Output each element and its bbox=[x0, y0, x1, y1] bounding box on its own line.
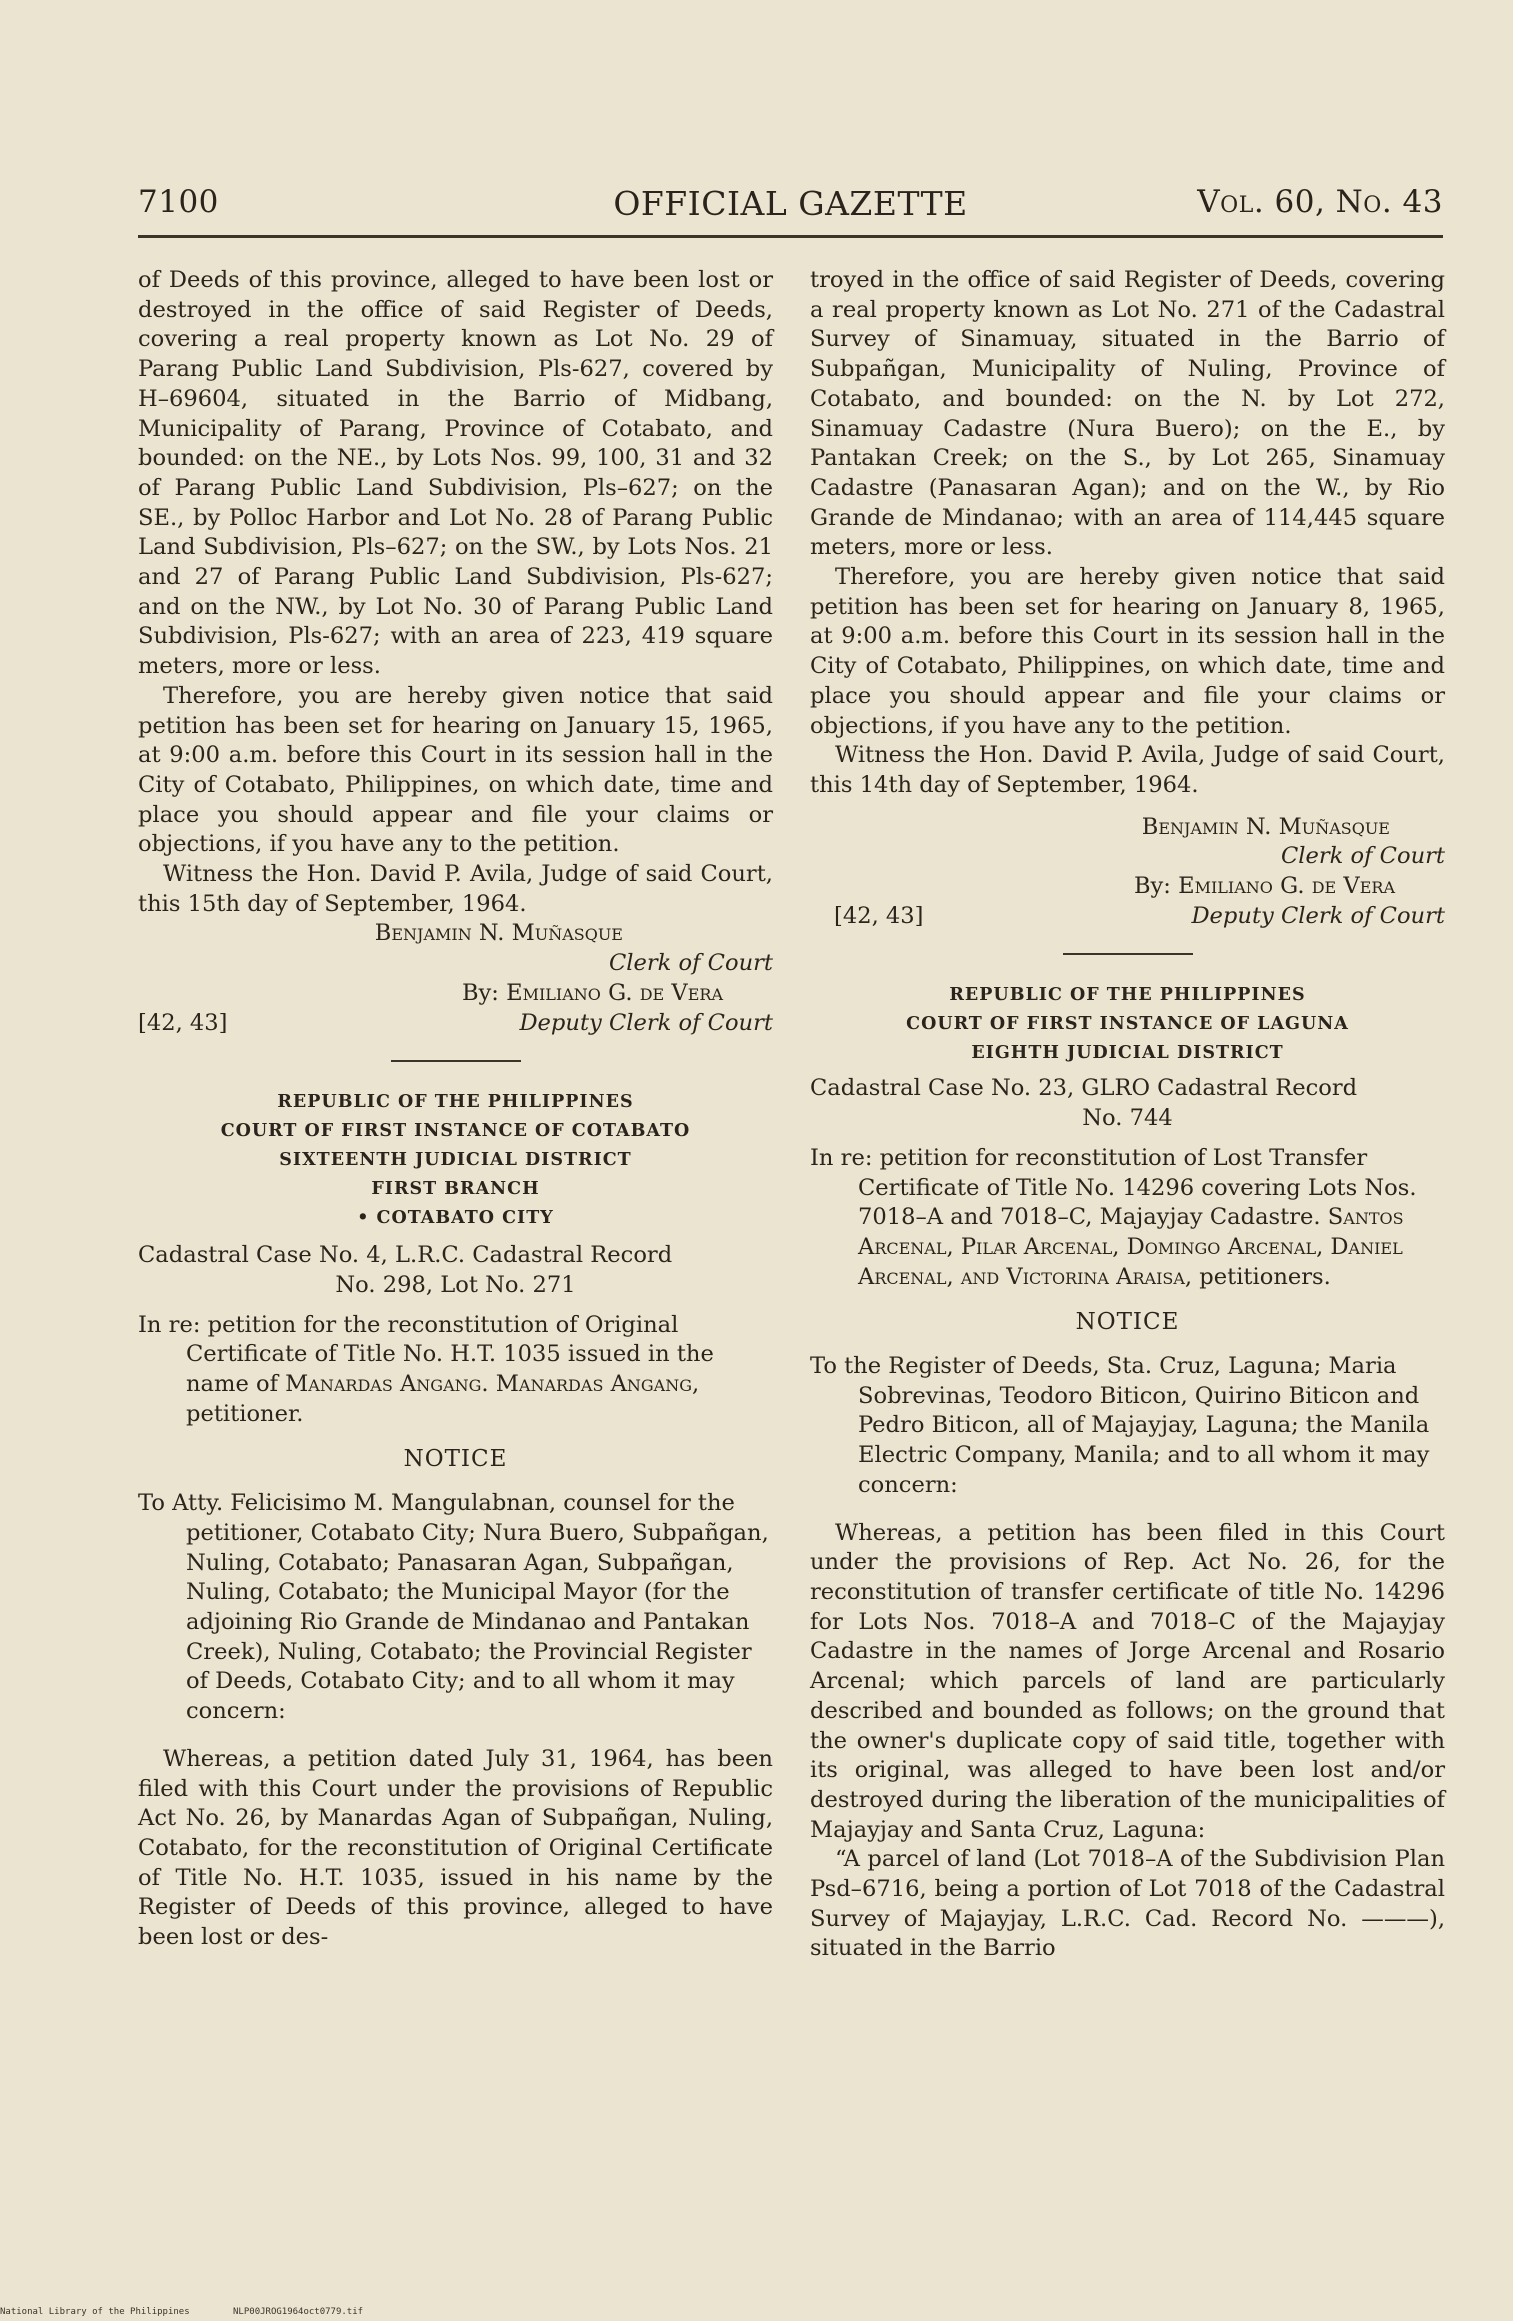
left-in-re-tail: , petitioner. bbox=[186, 1371, 700, 1427]
right-by-label: By: bbox=[1133, 873, 1179, 900]
scan-footer bbox=[0, 2307, 363, 2317]
right-column bbox=[810, 266, 1445, 1964]
left-heading-republic: REPUBLIC OF THE PHILIPPINES bbox=[277, 1092, 634, 1113]
left-in-re-text: In re: petition for the reconstitution of Original Certificate of Title No. H.T. 1035 issued in the name of bbox=[138, 1311, 714, 1398]
right-paragraph-3: Witness the Hon. David P. Avila, Judge of said Court, this 14th day of September, 1964. bbox=[810, 742, 1445, 798]
right-clerk-title: Clerk of Court bbox=[1280, 843, 1445, 870]
left-heading-city: • COTABATO CITY bbox=[357, 1208, 554, 1229]
right-in-re-tail: , petitioners. bbox=[1184, 1263, 1331, 1290]
right-paragraph-1: troyed in the office of said Register of Deeds, covering a real property known as Lot No. 271 of the Cadastral Survey of Sinamuay, situated in the Barrio of Subpañgan, Municipality of Nuling, Province of Cotabato, and bounded: on the N. by Lot 272, Sinamuay Cadastre (Nura Buero); on the E., by Pantakan Creek; on the S., by Lot 265, Sinamuay Cadastre (Panasaran Agan); and on the W., by Rio Grande de Mindanao; with an area of 114,445 square meters, more or less. bbox=[810, 267, 1445, 561]
left-in-re-name: Manardas Angang. Manardas Angang bbox=[285, 1371, 693, 1398]
left-case-line-1: Cadastral Case No. 4, L.R.C. Cadastral Record bbox=[138, 1242, 673, 1269]
left-whereas: Whereas, a petition dated July 31, 1964, has been filed with this Court under the provisions of Republic Act No. 26, by Manardas Agan of Subpañgan, Nuling, Cotabato, for the reconstitution of Original Certificate of Title No. H.T. 1035, issued in his name by the Register of Deeds of this province, alleged to have been lost or des- bbox=[138, 1745, 773, 1951]
right-addressees: To the Register of Deeds, Sta. Cruz, Laguna; Maria Sobrevinas, Teodoro Biticon, Quirino Biticon and Pedro Biticon, all of Majayjay, Laguna; the Manila Electric Company, Manila; and to all whom it may concern: bbox=[810, 1353, 1430, 1498]
right-heading-republic: REPUBLIC OF THE PHILIPPINES bbox=[949, 985, 1306, 1006]
right-in-re-text: In re: petition for reconstitution of Lost Transfer Certificate of Title No. 14296 covering Lots Nos. 7018–A and 7018–C, Majayjay Cadastre. bbox=[810, 1144, 1417, 1231]
left-signature-block bbox=[138, 919, 773, 1038]
right-deputy-name: Emiliano G. de Vera bbox=[1178, 873, 1395, 900]
right-notice-heading: NOTICE bbox=[1075, 1309, 1180, 1336]
left-by-line bbox=[138, 979, 773, 1009]
left-heading-branch: FIRST BRANCH bbox=[371, 1179, 540, 1200]
right-deputy-row bbox=[810, 902, 1445, 932]
right-court-heading bbox=[810, 981, 1445, 1068]
left-notice-heading: NOTICE bbox=[403, 1446, 508, 1473]
publication-title: OFFICIAL GAZETTE bbox=[613, 184, 968, 223]
left-deputy-title: Deputy Clerk of Court bbox=[519, 1009, 773, 1036]
left-heading-district: SIXTEENTH JUDICIAL DISTRICT bbox=[279, 1150, 632, 1171]
left-case-line-2: No. 298, Lot No. 271 bbox=[335, 1271, 576, 1298]
left-court-heading bbox=[138, 1088, 773, 1233]
left-paragraph-3: Witness the Hon. David P. Avila, Judge of said Court, this 15th day of September, 1964. bbox=[138, 861, 773, 917]
right-case-line-2: No. 744 bbox=[1082, 1105, 1173, 1132]
right-heading-court: COURT OF FIRST INSTANCE OF LAGUNA bbox=[906, 1014, 1349, 1035]
left-by-label: By: bbox=[461, 979, 507, 1006]
volume-label: Vol. 60, No. 43 bbox=[1197, 184, 1443, 220]
left-deputy-name: Emiliano G. de Vera bbox=[506, 979, 723, 1006]
left-column bbox=[138, 266, 773, 1953]
page-header bbox=[138, 180, 1443, 230]
right-case-line-1: Cadastral Case No. 23, GLRO Cadastral Record bbox=[810, 1075, 1358, 1102]
header-rule bbox=[138, 235, 1443, 238]
right-in-re-names: Santos Arcenal, Pilar Arcenal, Domingo Arcenal, Daniel Arcenal, and Victorina Araisa bbox=[858, 1204, 1404, 1290]
left-clerk-title: Clerk of Court bbox=[608, 950, 773, 977]
right-in-re bbox=[810, 1144, 1445, 1293]
page-number: 7100 bbox=[138, 184, 219, 220]
left-in-re bbox=[138, 1311, 773, 1430]
left-paragraph-1: of Deeds of this province, alleged to have been lost or destroyed in the office of said Register of Deeds, covering a real property known as Lot No. 29 of Parang Public Land Subdivision, Pls-627, covered by H–69604, situated in the Barrio of Midbang, Municipality of Parang, Province of Cotabato, and bounded: on the NE., by Lots Nos. 99, 100, 31 and 32 of Parang Public Land Subdivision, Pls–627; on the SE., by Polloc Harbor and Lot No. 28 of Parang Public Land Subdivision, Pls–627; on the SW., by Lots Nos. 21 and 27 of Parang Public Land Subdivision, Pls-627; and on the NW., by Lot No. 30 of Parang Public Land Subdivision, Pls-627; with an area of 223, 419 square meters, more or less. bbox=[138, 267, 773, 680]
left-paragraph-2: Therefore, you are hereby given notice that said petition has been set for hearing on January 15, 1965, at 9:00 a.m. before this Court in its session hall in the City of Cotabato, Philippines, on which date, time and place you should appear and file your claims or objections, if you have any to the petition. bbox=[138, 682, 773, 858]
left-addressees: To Atty. Felicisimo M. Mangulabnan, counsel for the petitioner, Cotabato City; Nura Buero, Subpañgan, Nuling, Cotabato; Panasaran Agan, Subpañgan, Nuling, Cotabato; the Municipal Mayor (for the adjoining Rio Grande de Mindanao and Pantakan Creek), Nuling, Cotabato; the Provincial Register of Deeds, Cotabato City; and to all whom it may concern: bbox=[138, 1490, 769, 1725]
left-deputy-row bbox=[138, 1009, 773, 1039]
left-issue-ref: [42, 43] bbox=[138, 1009, 228, 1036]
right-heading-district: EIGHTH JUDICIAL DISTRICT bbox=[971, 1043, 1284, 1064]
right-divider bbox=[1063, 953, 1193, 955]
right-quote: “A parcel of land (Lot 7018–A of the Subdivision Plan Psd–6716, being a portion of Lot 7018 of the Cadastral Survey of Majayjay, L.R.C. Cad. Record No. ———), situated in the Barrio bbox=[810, 1846, 1445, 1962]
right-paragraph-2: Therefore, you are hereby given notice that said petition has been set for hearing on January 8, 1965, at 9:00 a.m. before this Court in its session hall in the City of Cotabato, Philippines, on which date, time and place you should appear and file your claims or objections, if you have any to the petition. bbox=[810, 564, 1445, 739]
right-deputy-title: Deputy Clerk of Court bbox=[1191, 902, 1445, 929]
left-heading-court: COURT OF FIRST INSTANCE OF COTABATO bbox=[220, 1121, 691, 1142]
left-divider bbox=[391, 1060, 521, 1062]
left-clerk-name: Benjamin N. Muñasque bbox=[374, 920, 623, 947]
right-issue-ref: [42, 43] bbox=[834, 902, 924, 929]
right-whereas: Whereas, a petition has been filed in this Court under the provisions of Rep. Act No. 26, for the reconstitution of transfer certificate of title No. 14296 for Lots Nos. 7018–A and 7018–C of the Majayjay Cadastre in the names of Jorge Arcenal and Rosario Arcenal; which parcels of land are particularly described and bounded as follows; on the ground that the owner's duplicate copy of said title, together with its original, was alleged to have been lost and/or destroyed during the liberation of the municipalities of Majayjay and Santa Cruz, Laguna: bbox=[810, 1519, 1445, 1843]
right-signature-block bbox=[810, 813, 1445, 932]
footer-file: NLP00JROG1964oct0779.tif bbox=[233, 2307, 364, 2317]
right-by-line bbox=[810, 872, 1445, 902]
right-clerk-name: Benjamin N. Muñasque bbox=[1141, 813, 1390, 840]
footer-library: National Library of the Philippines bbox=[0, 2307, 190, 2317]
